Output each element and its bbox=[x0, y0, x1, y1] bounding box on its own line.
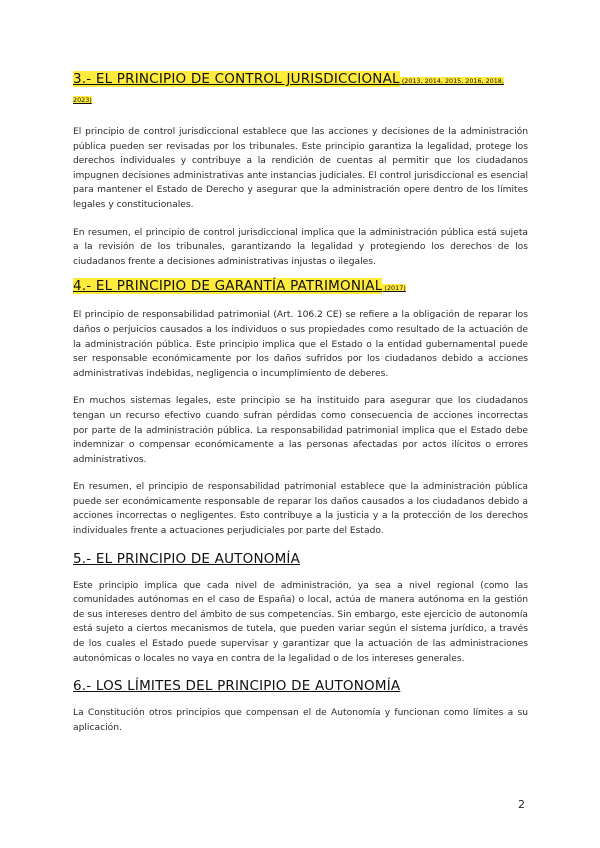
section-4-heading bbox=[73, 278, 528, 297]
section-3-paragraph-2: En resumen, el principio de control jurisdiccional implica que la administración pública está sujeta a la revisión de los tribunales, garantizando la legalidad y protegiendo los derechos de los ciudadanos frente a decisiones administrativas injustas o ilegales. bbox=[73, 227, 528, 267]
section-6-paragraph-1: La Constitución otros principios que compensan el de Autonomía y funcionan como límites a su aplicación. bbox=[73, 708, 528, 733]
page-content bbox=[73, 71, 528, 735]
section-6-heading bbox=[73, 678, 528, 695]
section-4-title: 4.- EL PRINCIPIO DE GARANTÍA PATRIMONIAL bbox=[73, 278, 383, 295]
section-3-heading bbox=[73, 71, 528, 109]
section-5-paragraph-1: Este principio implica que cada nivel de administración, ya sea a nivel regional (como las comunidades autónomas en el caso de España) o local, actúa de manera autónoma en la gestión de sus intereses dentro del ámbito de sus competencias. Sin embargo, este ejercicio de autonomía está sujeto a ciertos mecanismos de tutela, que pueden variar según el sistema jurídico, a través de los cuales el Estado puede supervisar y garantizar que la actuación de las administraciones autonómicas o locales no vaya en contra de la legalidad o de los intereses generales. bbox=[73, 580, 528, 664]
section-3-paragraph-1: El principio de control jurisdiccional establece que las acciones y decisiones de la administración pública pueden ser revisadas por los tribunales. Este principio garantiza la legalidad, protege los derechos individuales y contribuye a la rendición de cuentas al permitir que los ciudadanos impugnen decisiones administrativas ante instancias judiciales. El control jurisdiccional es esencial para mantener el Estado de Derecho y asegurar que la administración opere dentro de los límites legales y constitucionales. bbox=[73, 127, 528, 210]
section-3-title: 3.- EL PRINCIPIO DE CONTROL JURISDICCIONAL bbox=[73, 71, 400, 87]
section-4-paragraph-3: En resumen, el principio de responsabilidad patrimonial establece que la administración pública puede ser económicamente responsable de reparar los daños causados a los ciudadanos debido a acciones incorrectas o negligentes. Esto contribuye a la justicia y a la protección de los derechos individuales frente a actuaciones perjudiciales por parte del Estado. bbox=[73, 482, 528, 537]
section-6-title: 6.- LOS LÍMITES DEL PRINCIPIO DE AUTONOMÍA bbox=[73, 678, 401, 695]
section-5-title: 5.- EL PRINCIPIO DE AUTONOMÍA bbox=[73, 550, 301, 567]
section-3-years-b: 2023) bbox=[73, 96, 92, 104]
section-3-years-a: (2013, 2014, 2015, 2016, 2018, bbox=[400, 77, 504, 85]
page-number: 2 bbox=[518, 798, 525, 811]
section-4-paragraph-1: El principio de responsabilidad patrimonial (Art. 106.2 CE) se refiere a la obligación de reparar los daños o perjuicios causados a los individuos o sus propiedades como resultado de la actuación de la administración pública. Este principio implica que el Estado o la entidad gubernamental puede ser responsable económicamente por los daños sufridos por los ciudadanos debido a acciones administrativas indebidas, negligencia o incumplimiento de deberes. bbox=[73, 310, 528, 379]
section-4-paragraph-2: En muchos sistemas legales, este principio se ha instituido para asegurar que los ciudadanos tengan un recurso efectivo cuando sufran pérdidas como consecuencia de acciones incorrectas por parte de la administración pública. La responsabilidad patrimonial implica que el Estado debe indemnizar o compensar económicamente a las personas afectadas por actos ilícitos o errores administrativos. bbox=[73, 396, 528, 465]
section-4-years: (2017) bbox=[382, 284, 405, 292]
section-5-heading bbox=[73, 551, 528, 568]
